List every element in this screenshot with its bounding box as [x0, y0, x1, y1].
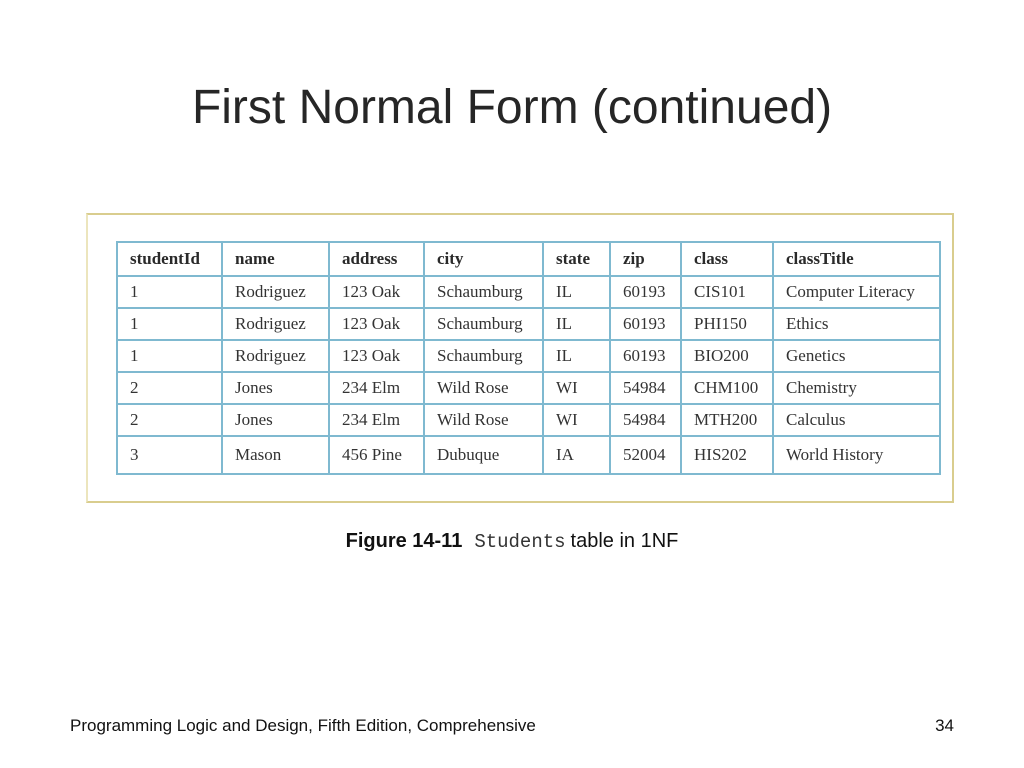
cell-class: PHI150 — [681, 308, 773, 340]
page-number: 34 — [935, 716, 954, 735]
cell-classtitle: Computer Literacy — [773, 276, 940, 308]
cell-zip: 60193 — [610, 340, 681, 372]
figure-caption — [0, 530, 1024, 553]
table-row — [117, 436, 940, 474]
cell-state: IA — [543, 436, 610, 474]
cell-state: WI — [543, 372, 610, 404]
cell-studentid: 1 — [117, 276, 222, 308]
column-header-class: class — [681, 242, 773, 276]
table-row — [117, 340, 940, 372]
cell-class: BIO200 — [681, 340, 773, 372]
cell-studentid: 2 — [117, 372, 222, 404]
cell-state: IL — [543, 308, 610, 340]
table-row — [117, 372, 940, 404]
cell-classtitle: Calculus — [773, 404, 940, 436]
cell-studentid: 1 — [117, 308, 222, 340]
cell-name: Jones — [222, 404, 329, 436]
cell-state: WI — [543, 404, 610, 436]
figure-number: Figure 14-11 — [345, 530, 463, 552]
cell-class: HIS202 — [681, 436, 773, 474]
cell-class: CHM100 — [681, 372, 773, 404]
cell-address: 234 Elm — [329, 372, 424, 404]
cell-name: Mason — [222, 436, 329, 474]
slide-title: First Normal Form (continued) — [191, 81, 833, 134]
cell-classtitle: Ethics — [773, 308, 940, 340]
cell-address: 123 Oak — [329, 276, 424, 308]
column-header-address: address — [329, 242, 424, 276]
cell-class: CIS101 — [681, 276, 773, 308]
cell-zip: 54984 — [610, 372, 681, 404]
cell-address: 123 Oak — [329, 308, 424, 340]
cell-classtitle: Genetics — [773, 340, 940, 372]
cell-city: Schaumburg — [424, 276, 543, 308]
cell-zip: 52004 — [610, 436, 681, 474]
caption-text: table in 1NF — [570, 530, 679, 552]
cell-city: Schaumburg — [424, 340, 543, 372]
cell-classtitle: Chemistry — [773, 372, 940, 404]
cell-city: Schaumburg — [424, 308, 543, 340]
column-header-studentid: studentId — [117, 242, 222, 276]
cell-address: 234 Elm — [329, 404, 424, 436]
caption-code-word: Students — [474, 531, 566, 553]
cell-classtitle: World History — [773, 436, 940, 474]
cell-state: IL — [543, 340, 610, 372]
column-header-zip: zip — [610, 242, 681, 276]
cell-class: MTH200 — [681, 404, 773, 436]
cell-zip: 60193 — [610, 308, 681, 340]
cell-city: Wild Rose — [424, 404, 543, 436]
cell-address: 123 Oak — [329, 340, 424, 372]
cell-address: 456 Pine — [329, 436, 424, 474]
column-header-name: name — [222, 242, 329, 276]
cell-zip: 54984 — [610, 404, 681, 436]
cell-name: Rodriguez — [222, 308, 329, 340]
column-header-city: city — [424, 242, 543, 276]
table-header-row — [117, 242, 940, 276]
cell-zip: 60193 — [610, 276, 681, 308]
table-row — [117, 276, 940, 308]
figure-frame — [86, 213, 954, 503]
cell-city: Wild Rose — [424, 372, 543, 404]
cell-city: Dubuque — [424, 436, 543, 474]
table-row — [117, 308, 940, 340]
cell-state: IL — [543, 276, 610, 308]
students-table — [116, 241, 941, 475]
cell-studentid: 1 — [117, 340, 222, 372]
table-row — [117, 404, 940, 436]
footer-book-title: Programming Logic and Design, Fifth Edition, Comprehensive — [70, 716, 536, 735]
cell-name: Jones — [222, 372, 329, 404]
cell-name: Rodriguez — [222, 340, 329, 372]
cell-studentid: 2 — [117, 404, 222, 436]
column-header-classtitle: classTitle — [773, 242, 940, 276]
cell-studentid: 3 — [117, 436, 222, 474]
column-header-state: state — [543, 242, 610, 276]
cell-name: Rodriguez — [222, 276, 329, 308]
